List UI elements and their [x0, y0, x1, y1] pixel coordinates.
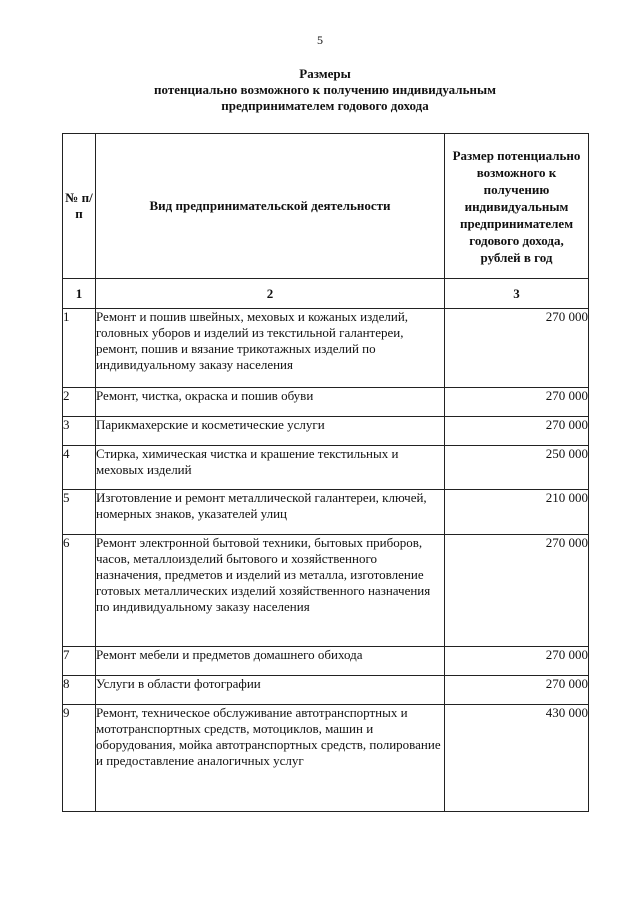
- row-amount: 270 000: [445, 309, 589, 388]
- title-line-1: Размеры: [299, 66, 351, 81]
- row-activity: Изготовление и ремонт металлической галантереи, ключей, номерных знаков, указателей улиц: [96, 490, 445, 535]
- table-row: [63, 446, 589, 490]
- table-row: [63, 490, 589, 535]
- row-amount: 270 000: [445, 417, 589, 446]
- column-index-2: 2: [96, 279, 445, 309]
- row-activity: Ремонт и пошив швейных, меховых и кожаных изделий, головных уборов и изделий из текстильной галантереи, ремонт, пошив и вязание трикотажных изделий по индивидуальному заказу населения: [96, 309, 445, 388]
- row-activity: Стирка, химическая чистка и крашение текстильных и меховых изделий: [96, 446, 445, 490]
- row-num: 8: [63, 676, 96, 705]
- table-row: [63, 309, 589, 388]
- header-num: № п/п: [63, 134, 96, 279]
- row-activity: Ремонт электронной бытовой техники, бытовых приборов, часов, металлоизделий бытового и хозяйственного назначения, предметов и изделий из металла, изготовление готовых металлических изделий хозяйственного назначения по индивидуальному заказу населения: [96, 535, 445, 647]
- row-activity: Ремонт мебели и предметов домашнего обихода: [96, 647, 445, 676]
- row-amount: 270 000: [445, 647, 589, 676]
- table-row: [63, 647, 589, 676]
- row-num: 3: [63, 417, 96, 446]
- row-num: 5: [63, 490, 96, 535]
- row-amount: 430 000: [445, 705, 589, 812]
- row-num: 1: [63, 309, 96, 388]
- header-activity: Вид предпринимательской деятельности: [96, 134, 445, 279]
- title-line-2: потенциально возможного к получению индивидуальным: [154, 82, 496, 97]
- row-num: 6: [63, 535, 96, 647]
- row-num: 2: [63, 388, 96, 417]
- row-activity: Парикмахерские и косметические услуги: [96, 417, 445, 446]
- row-activity: Ремонт, техническое обслуживание автотранспортных и мототранспортных средств, мотоциклов, машин и оборудования, мойка автотранспортных средств, полирование и предоставление аналогичных услуг: [96, 705, 445, 812]
- row-amount: 250 000: [445, 446, 589, 490]
- column-index-1: 1: [63, 279, 96, 309]
- table-row: [63, 535, 589, 647]
- row-activity: Услуги в области фотографии: [96, 676, 445, 705]
- row-num: 9: [63, 705, 96, 812]
- row-amount: 270 000: [445, 535, 589, 647]
- row-amount: 270 000: [445, 388, 589, 417]
- table-row: [63, 388, 589, 417]
- table-row: [63, 417, 589, 446]
- table-row: [63, 676, 589, 705]
- row-amount: 270 000: [445, 676, 589, 705]
- income-table: [62, 133, 589, 812]
- column-index-3: 3: [445, 279, 589, 309]
- row-num: 4: [63, 446, 96, 490]
- table-row: [63, 705, 589, 812]
- title-line-3: предпринимателем годового дохода: [221, 98, 429, 113]
- column-index-row: [63, 279, 589, 309]
- row-num: 7: [63, 647, 96, 676]
- page-number: 5: [317, 33, 323, 47]
- header-amount: Размер потенциально возможного к получению индивидуальным предпринимателем годового дохода, рублей в год: [445, 134, 589, 279]
- row-activity: Ремонт, чистка, окраска и пошив обуви: [96, 388, 445, 417]
- row-amount: 210 000: [445, 490, 589, 535]
- document-title: [120, 66, 530, 114]
- table-header-row: [63, 134, 589, 279]
